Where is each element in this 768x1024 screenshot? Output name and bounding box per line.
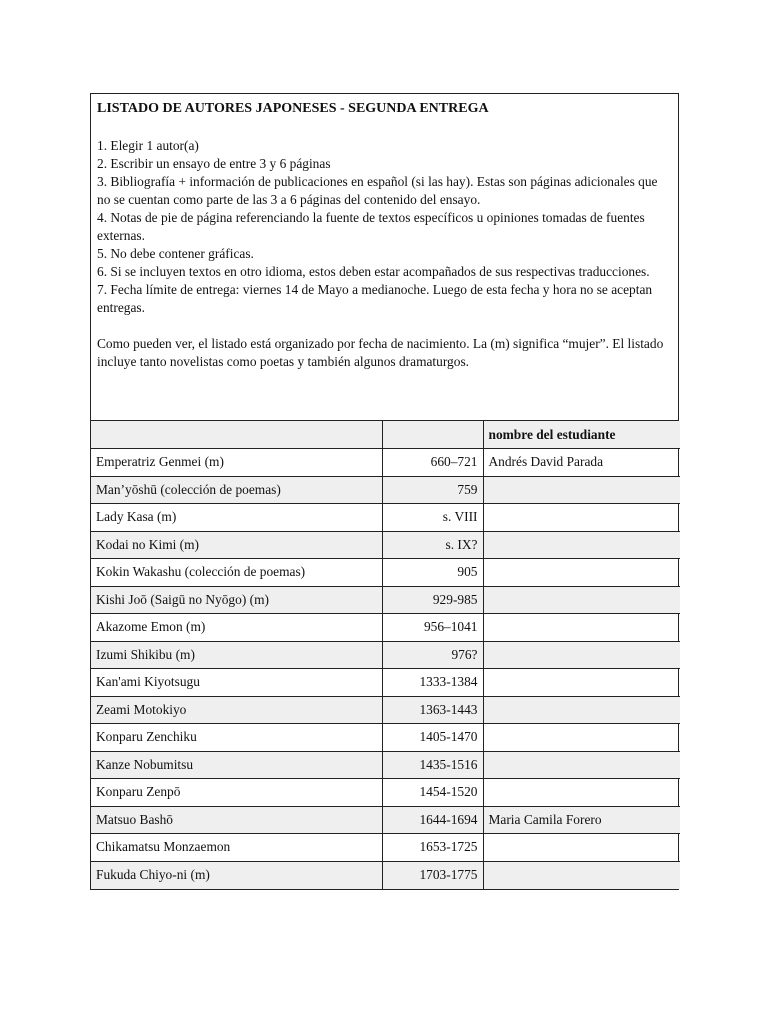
author-cell: Lady Kasa (m) <box>91 504 382 532</box>
rule-item: 5. No debe contener gráficas. <box>97 246 254 261</box>
table-row <box>91 449 680 477</box>
date-cell: 976? <box>382 641 483 669</box>
student-cell <box>483 751 680 779</box>
student-cell <box>483 559 680 587</box>
table-row <box>91 751 680 779</box>
student-cell <box>483 696 680 724</box>
date-cell: 1363-1443 <box>382 696 483 724</box>
date-cell: 1333-1384 <box>382 669 483 697</box>
student-cell <box>483 476 680 504</box>
student-cell <box>483 861 680 889</box>
table-row <box>91 476 680 504</box>
table-row <box>91 834 680 862</box>
author-cell: Konparu Zenchiku <box>91 724 382 752</box>
table-row <box>91 724 680 752</box>
table-row <box>91 614 680 642</box>
document-frame <box>90 93 679 890</box>
author-cell: Akazome Emon (m) <box>91 614 382 642</box>
date-cell: 905 <box>382 559 483 587</box>
rule-item: 1. Elegir 1 autor(a) <box>97 138 199 153</box>
table-row <box>91 806 680 834</box>
table-row <box>91 669 680 697</box>
author-cell: Zeami Motokiyo <box>91 696 382 724</box>
author-cell: Kodai no Kimi (m) <box>91 531 382 559</box>
table-row <box>91 559 680 587</box>
date-cell: s. VIII <box>382 504 483 532</box>
table-row <box>91 531 680 559</box>
date-cell: 660–721 <box>382 449 483 477</box>
note-paragraph: Como pueden ver, el listado está organizado por fecha de nacimiento. La (m) significa “mujer”. El listado incluye tanto novelistas como poetas y también algunos dramaturgos. <box>97 336 664 369</box>
table-row <box>91 861 680 889</box>
student-cell <box>483 531 680 559</box>
table-row <box>91 504 680 532</box>
rule-item: 7. Fecha límite de entrega: viernes 14 de Mayo a medianoche. Luego de esta fecha y hora no se aceptan entregas. <box>97 282 653 315</box>
student-cell: Maria Camila Forero <box>483 806 680 834</box>
date-cell: 759 <box>382 476 483 504</box>
author-cell: Kan'ami Kiyotsugu <box>91 669 382 697</box>
student-cell <box>483 724 680 752</box>
author-cell: Emperatriz Genmei (m) <box>91 449 382 477</box>
student-cell <box>483 614 680 642</box>
author-cell: Izumi Shikibu (m) <box>91 641 382 669</box>
header-cell-student-name: nombre del estudiante <box>483 421 680 449</box>
student-cell <box>483 641 680 669</box>
date-cell: 956–1041 <box>382 614 483 642</box>
rule-item: 4. Notas de pie de página referenciando la fuente de textos específicos u opiniones tomadas de fuentes externas. <box>97 210 645 243</box>
student-cell <box>483 779 680 807</box>
author-cell: Kishi Joō (Saigū no Nyōgo) (m) <box>91 586 382 614</box>
header-cell <box>382 421 483 449</box>
date-cell: s. IX? <box>382 531 483 559</box>
date-cell: 1405-1470 <box>382 724 483 752</box>
author-cell: Chikamatsu Monzaemon <box>91 834 382 862</box>
student-cell <box>483 586 680 614</box>
author-cell: Konparu Zenpō <box>91 779 382 807</box>
date-cell: 1703-1775 <box>382 861 483 889</box>
table-row <box>91 779 680 807</box>
rule-item: 3. Bibliografía + información de publicaciones en español (si las hay). Estas son páginas adicionales que no se cuentan como parte de las 3 a 6 páginas del contenido del ensayo. <box>97 174 658 207</box>
date-cell: 1644-1694 <box>382 806 483 834</box>
date-cell: 1454-1520 <box>382 779 483 807</box>
author-cell: Fukuda Chiyo-ni (m) <box>91 861 382 889</box>
table-row <box>91 586 680 614</box>
header-cell <box>91 421 382 449</box>
authors-table <box>91 421 680 889</box>
instructions-section <box>91 94 678 421</box>
author-cell: Kanze Nobumitsu <box>91 751 382 779</box>
rule-item: 6. Si se incluyen textos en otro idioma, estos deben estar acompañados de sus respectivas traducciones. <box>97 264 650 279</box>
author-cell: Man’yōshū (colección de poemas) <box>91 476 382 504</box>
date-cell: 1653-1725 <box>382 834 483 862</box>
author-cell: Matsuo Bashō <box>91 806 382 834</box>
student-cell: Andrés David Parada <box>483 449 680 477</box>
page-title: LISTADO DE AUTORES JAPONESES - SEGUNDA ENTREGA <box>97 101 489 116</box>
table-row <box>91 696 680 724</box>
date-cell: 929-985 <box>382 586 483 614</box>
rules-list <box>97 137 672 317</box>
student-cell <box>483 834 680 862</box>
student-cell <box>483 669 680 697</box>
table-header-row <box>91 421 680 449</box>
student-cell <box>483 504 680 532</box>
date-cell: 1435-1516 <box>382 751 483 779</box>
table-row <box>91 641 680 669</box>
rule-item: 2. Escribir un ensayo de entre 3 y 6 páginas <box>97 156 331 171</box>
author-cell: Kokin Wakashu (colección de poemas) <box>91 559 382 587</box>
